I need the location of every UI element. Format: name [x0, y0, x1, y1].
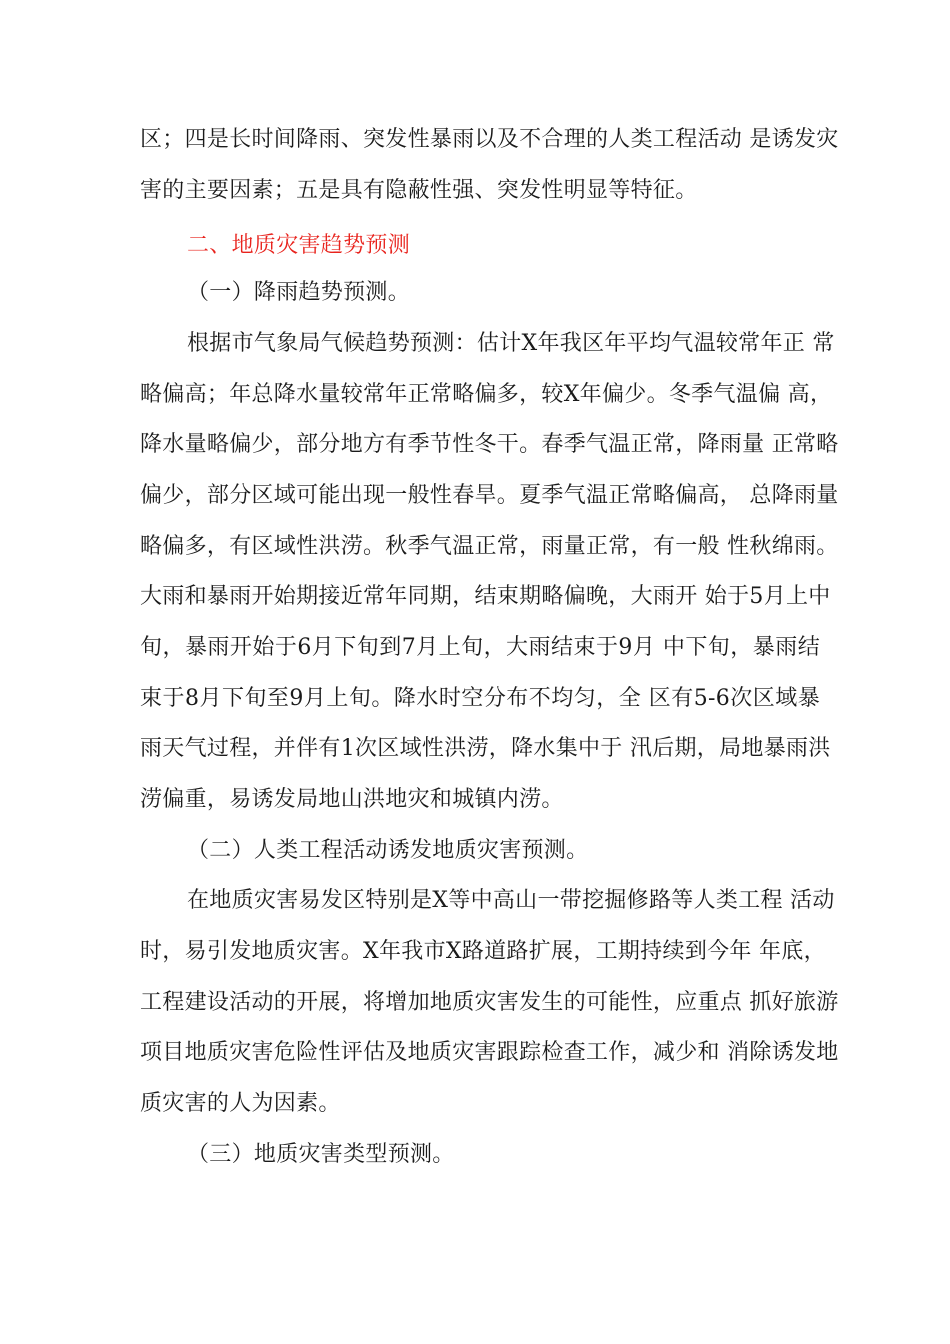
paragraph-line-18: 工程建设活动的开展，将增加地质灾害发生的可能性，应重点 抓好旅游 — [140, 990, 839, 1015]
subheading-disaster-types: （三）地质灾害类型预测。 — [187, 1142, 455, 1167]
subheading-human-activity: （二）人类工程活动诱发地质灾害预测。 — [187, 838, 589, 863]
paragraph-line-5: 根据市气象局气候趋势预测：估计X年我区年平均气温较常年正 常 — [187, 331, 835, 356]
paragraph-line-9: 略偏多，有区域性洪涝。秋季气温正常，雨量正常，有一般 性秋绵雨。 — [140, 534, 839, 559]
paragraph-line-7: 降水量略偏少，部分地方有季节性冬干。春季气温正常，降雨量 正常略 — [140, 432, 839, 457]
section-heading: 二、地质灾害趋势预测 — [187, 233, 411, 258]
paragraph-line-10: 大雨和暴雨开始期接近常年同期，结束期略偏晚，大雨开 始于5月上中 — [140, 584, 831, 609]
paragraph-line-6: 略偏高；年总降水量较常年正常略偏多，较X年偏少。冬季气温偏 高， — [140, 382, 833, 407]
paragraph-line-20: 质灾害的人为因素。 — [140, 1091, 341, 1116]
paragraph-line-17: 时，易引发地质灾害。X年我市X路道路扩展，工期持续到今年 年底， — [140, 939, 826, 964]
paragraph-line-8: 偏少，部分区域可能出现一般性春旱。夏季气温正常略偏高， 总降雨量 — [140, 483, 839, 508]
paragraph-line-1: 区；四是长时间降雨、突发性暴雨以及不合理的人类工程活动 是诱发灾 — [140, 127, 839, 152]
paragraph-line-2: 害的主要因素；五是具有隐蔽性强、突发性明显等特征。 — [140, 178, 698, 203]
paragraph-line-11: 旬，暴雨开始于6月下旬到7月上旬，大雨结束于9月 中下旬，暴雨结 — [140, 635, 820, 660]
paragraph-line-13: 雨天气过程，并伴有1次区域性洪涝，降水集中于 汛后期，局地暴雨洪 — [140, 736, 831, 761]
paragraph-line-19: 项目地质灾害危险性评估及地质灾害跟踪检查工作，减少和 消除诱发地 — [140, 1040, 839, 1065]
subheading-rain-forecast: （一）降雨趋势预测。 — [187, 280, 411, 305]
paragraph-line-16: 在地质灾害易发区特别是X等中高山一带挖掘修路等人类工程 活动 — [187, 888, 835, 913]
paragraph-line-14: 涝偏重，易诱发局地山洪地灾和城镇内涝。 — [140, 787, 564, 812]
paragraph-line-12: 束于8月下旬至9月上旬。降水时空分布不均匀，全 区有5-6次区域暴 — [140, 686, 820, 711]
